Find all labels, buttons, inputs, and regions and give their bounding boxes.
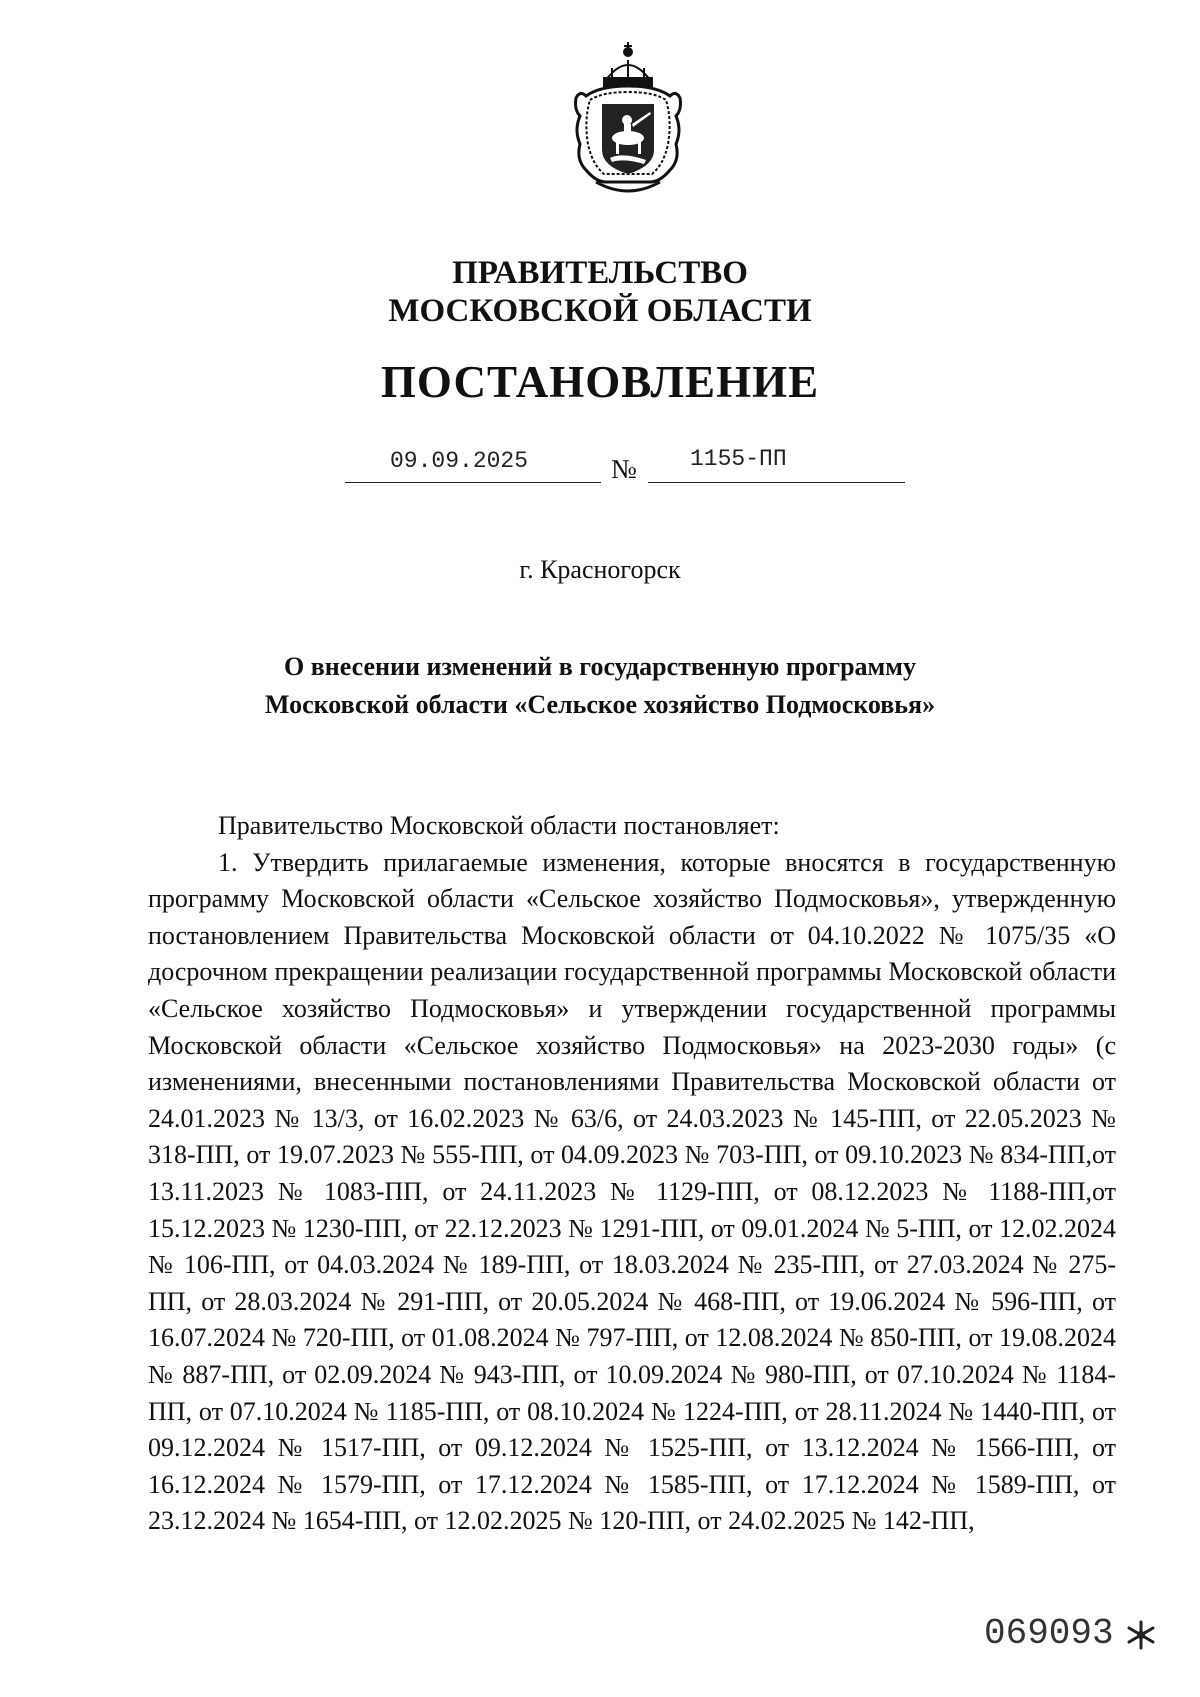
document-number: 1155-ПП (690, 446, 787, 472)
number-underline (648, 482, 905, 483)
document-type: ПОСТАНОВЛЕНИЕ (380, 357, 820, 407)
asterisk-icon (1124, 1618, 1158, 1652)
number-sign: № (611, 454, 637, 484)
city: г. Красногорск (519, 555, 681, 584)
org-name-line2: МОСКОВСКОЙ ОБЛАСТИ (388, 293, 812, 329)
document-date: 09.09.2025 (390, 448, 529, 474)
coat-of-arms-icon (566, 40, 690, 200)
body-paragraph-1: 1. Утвердить прилагаемые изменения, которые вносятся в государственную программу Московской области «Сельское хозяйство Подмосковья», утвержденную постановлением Правительства Московской области от 04.10.2022 № 1075/35 «О досрочном прекращении реализации государственной программы Московской области «Сельское хозяйство Подмосковья» и утверждении государственной программы Московской области «Сельское хозяйство Подмосковья» на 2023-2030 годы» (с изменениями, внесенными постановлениями Правительства Московской области от 24.01.2023 № 13/3, от 16.02.2023 № 63/6, от 24.03.2023 № 145-ПП, от 22.05.2023 № 318-ПП, от 19.07.2023 № 555-ПП, от 04.09.2023 № 703-ПП, от 09.10.2023 № 834-ПП,от 13.11.2023 № 1083-ПП, от 24.11.2023 № 1129-ПП, от 08.12.2023 № 1188-ПП,от 15.12.2023 № 1230-ПП, от 22.12.2023 № 1291-ПП, от 09.01.2024 № 5-ПП, от 12.02.2024 № 106-ПП, от 04.03.2024 № 189-ПП, от 18.03.2024 № 235-ПП, от 27.03.2024 № 275-ПП, от 28.03.2024 № 291-ПП, от 20.05.2024 № 468-ПП, от 19.06.2024 № 596-ПП, от 16.07.2024 № 720-ПП, от 01.08.2024 № 797-ПП, от 12.08.2024 № 850-ПП, от 19.08.2024 № 887-ПП, от 02.09.2024 № 943-ПП, от 10.09.2024 № 980-ПП, от 07.10.2024 № 1184-ПП, от 07.10.2024 № 1185-ПП, от 08.10.2024 № 1224-ПП, от 28.11.2024 № 1440-ПП, от 09.12.2024 № 1517-ПП, от 09.12.2024 № 1525-ПП, от 13.12.2024 № 1566-ПП, от 16.12.2024 № 1579-ПП, от 17.12.2024 № 1585-ПП, от 17.12.2024 № 1589-ПП, от 23.12.2024 № 1654-ПП, от 12.02.2025 № 120-ПП, от 24.02.2025 № 142-ПП, (148, 847, 1116, 1536)
document-title-line2: Московской области «Сельское хозяйство Подмосковья» (264, 690, 936, 719)
document-body (148, 808, 1116, 1540)
document-title-line1: О внесении изменений в государственную программу (284, 652, 916, 681)
body-intro: Правительство Московской области постановляет: (218, 811, 780, 840)
org-name-line1: ПРАВИТЕЛЬСТВО (452, 255, 748, 291)
stamp-number: 069093 (984, 1613, 1114, 1654)
date-underline (345, 482, 601, 483)
